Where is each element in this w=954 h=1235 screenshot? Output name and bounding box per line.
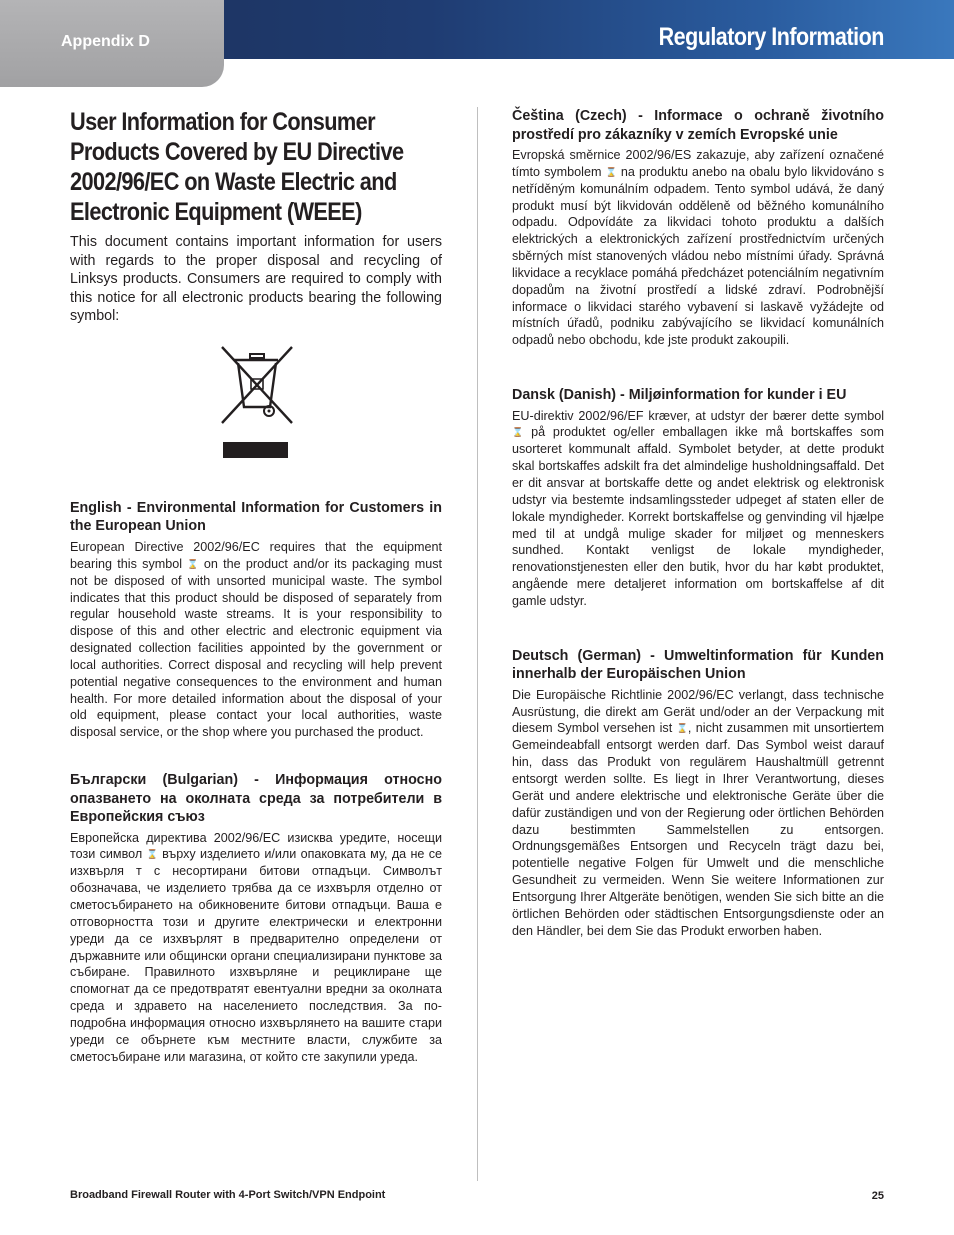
appendix-label: Appendix D (61, 33, 150, 50)
section-heading-english: English - Environmental Information for Customers in the European Union (70, 499, 442, 535)
column-divider (477, 107, 478, 1181)
footer-page-number: 25 (871, 1190, 884, 1202)
weee-symbol (70, 326, 442, 481)
right-column (512, 107, 884, 939)
intro-paragraph: This document contains important information for users with regards to the proper disposal and recycling of Linksys products. Consumers are required to comply with this notice for all electronic products bearing the following symbol: (70, 234, 442, 325)
section-heading-danish: Dansk (Danish) - Miljøinformation for kunder i EU (512, 387, 847, 404)
weee-inline-icon: ⌛ (676, 723, 688, 734)
section-heading-bulgarian: Български (Bulgarian) - Информация относно опазването на околната среда за потребители в Европейския съюз (70, 772, 442, 826)
weee-underline-bar (223, 442, 288, 458)
section-heading-german: Deutsch (German) - Umweltinformation für Kunden innerhalb der Europäischen Union (512, 647, 884, 683)
section-body-danish: EU-direktiv 2002/96/EF kræver, at udstyr der bærer dette symbol ⌛ på produktet og/eller emballagen ikke må bortskaffes som usorteret kommunalt affald. Symbolet betyder, at dette produkt skal bortskaffes adskilt fra det almindelige husholdningsaffald. Det er dit ansvar at bortskaffe dette og andet elektrisk og elektronisk udstyr via bestemte indsamlingssteder udpeget af staten eller de lokale myndigheder. Korrekt bortskaffelse og genvinding vil hjælpe med til at undgå mulige skader for miljøet og menneskers sundhed. Kontakt venligst de lokale myndigheder, renovationstjenesten eller den butik, hvor du har købt produktet, angående mere detaljeret information om bortskaffelse af dit gamle udstyr. (512, 408, 885, 608)
weee-inline-icon: ⌛ (146, 849, 158, 860)
section-body-bulgarian: Европейска директива 2002/96/EC изисква уредите, носещи този символ ⌛ върху изделието и/или опаковката му, да не се изхвърля т с несортирани битови отпадъци. Символът обозначава, че изделието трябва да се изхвърля отделно от сметосъбирането на обикновените битови отпадъци. Ваша е отговорността този и другите електрически и електронни уреди да се изхвърлят в предварително определени от държавните или общински органи специализирани пунктове за събиране. Правилното изхвърляне и рециклиране ще спомогнат да се предотвратят евентуални вредни за околната среда и здравето на населението последствия. За по-подробна информация относно изхвърлянето на вашите стари уреди се обърнете към местните власти, службите за сметосъбиране или магазина, от който сте закупили уреда. (70, 830, 443, 1064)
weee-inline-icon: ⌛ (512, 427, 524, 438)
appendix-tab (0, 0, 224, 87)
crossed-out-wheeled-bin-icon (218, 345, 296, 425)
left-column (70, 107, 442, 1065)
weee-inline-icon: ⌛ (187, 558, 199, 569)
footer-product-name: Broadband Firewall Router with 4-Port Switch/VPN Endpoint (70, 1189, 386, 1201)
page-header-title: Regulatory Information (658, 23, 884, 51)
section-heading-czech: Čeština (Czech) - Informace o ochraně životního prostředí pro zákazníky v zemích Evropské unie (512, 108, 884, 143)
section-body-german: Die Europäische Richtlinie 2002/96/EC verlangt, dass technische Ausrüstung, die direkt am Gerät und/oder an der Verpackung mit diesem Symbol versehen ist ⌛, nicht zusammen mit unsortiertem Gemeindeabfall entsorgt werden darf. Das Symbol weist darauf hin, dass das Produkt von regulärem Haushaltmüll getrennt entsorgt werden sollte. Es liegt in Ihrer Verantwortung, dieses Gerät und andere elektrische und elektronische Geräte über die dafür zuständigen und von der Regierung oder örtlichen Behörden dazu bestimmten Sammelstellen zu entsorgen. Ordnungsgemäßes Entsorgen und Recyceln trägt dazu bei, potentielle negative Folgen für Umwelt und die menschliche Gesundheit zu vermeiden. Wenn Sie weitere Informationen zur Entsorgung Ihrer Altgeräte benötigen, wenden Sie sich bitte an die örtlichen Behörden oder städtischen Entsorgungsdienste oder an den Händler, bei dem Sie das Produkt erworben haben. (512, 687, 884, 938)
section-body-english: European Directive 2002/96/EC requires that the equipment bearing this symbol ⌛ on the product and/or its packaging must not be disposed of with unsorted municipal waste. The symbol indicates that this product should be disposed of separately from regular household waste streams. It is your responsibility to dispose of this and other electric and electronic equipment via designated collection facilities appointed by the government or local authorities. Correct disposal and recycling will help prevent potential negative consequences to the environment and human health. For more detailed information about the disposal of your old equipment, please contact your local authorities, waste disposal service, or the shop where you purchased the product. (70, 539, 443, 740)
page-title: User Information for Consumer Products Covered by EU Directive 2002/96/EC on Waste Electric and Electronic Equipment (WEEE) (70, 108, 404, 226)
section-body-czech: Evropská směrnice 2002/96/ES zakazuje, aby zařízení označené tímto symbolem ⌛ na produktu anebo na obalu bylo likvidováno s netříděným komunálním odpadem. Tento symbol udává, že daný produkt musí být likvidován odděleně od běžného komunálního odpadu. Odpovídáte za likvidaci tohoto produktu a dalších elektrických a elektronických zařízení prostřednictvím určených sběrných míst stanovených vládou nebo místními úřady. Správná likvidace a recyklace pomáhá předcházet potenciálním negativním dopadům na životní prostředí a lidské zdraví. Podrobnější informace o likvidaci starého vybavení si laskavě vyžádejte od místních úřadů, podniku zabývajícího se likvidací komunálních odpadů nebo obchodu, kde jste produkt zakoupili. (512, 148, 885, 348)
weee-inline-icon: ⌛ (605, 166, 617, 177)
